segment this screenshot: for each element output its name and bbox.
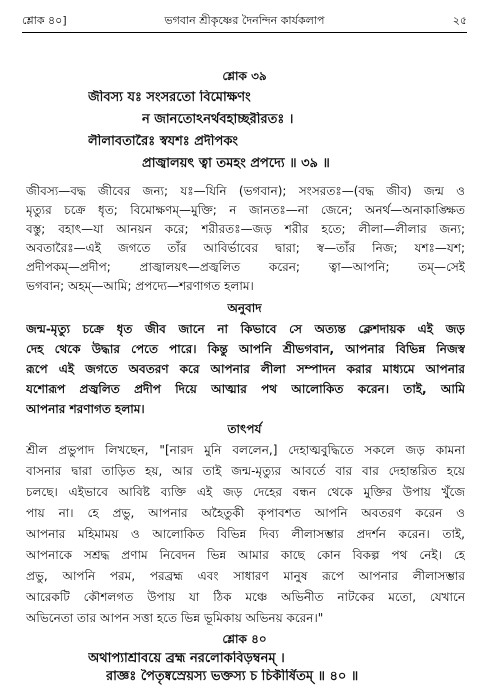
purport-line-9: অভিনেতা তার আপন সত্তা হতে ভিন্ন ভূমিকায় অভিনয় করেন।" [26, 611, 324, 625]
verse-39-line-2: ন জানতোঽনর্থবহাচ্ছরীরতঃ । [142, 112, 294, 127]
purport-line-3: চলছে। এইভাবে আবিষ্ট ব্যক্তি এই জড় দেহের বন্ধন থেকে মুক্তির উপায় খুঁজে [26, 485, 465, 499]
synonyms-line-2: মৃত্যুর চক্রে ধৃত; বিমোক্ষণম্—মুক্তি; ন জানতঃ—না জেনে; অনর্থ—অনাকাঙ্ক্ষিত [26, 203, 465, 217]
synonyms-line-4: অবতারৈঃ—এই জগতে তাঁর আবির্ভাবের দ্বারা; স্ব—তাঁর নিজ; যশঃ—যশ; [26, 241, 465, 255]
purport-line-1: শ্রীল প্রভুপাদ লিখছেন, "[নারদ মুনি বললেন,] দেহাত্মবুদ্ধিতে সকলে জড় কামনা [26, 443, 465, 457]
synonyms-line-3: বস্তু; বহাৎ—যা আনয়ন করে; শরীরতঃ—জড় শরীর হতে; লীলা—লীলার জন্য; [26, 222, 465, 236]
verse-39-number: শ্লোক ৩৯ [222, 69, 267, 83]
header-verse-ref: শ্লোক ৪০] [22, 14, 67, 27]
translation-heading: অনুবাদ [227, 301, 262, 315]
translation-line-2: দেহ থেকে উদ্ধার পেতে পারে। কিন্তু আপনি শ্রীভগবান, আপনার বিভিন্ন নিজস্ব [26, 342, 465, 356]
running-header [22, 12, 467, 30]
synonyms-line-6: ভগবান; অহম্—আমি; প্রপদ্যে—শরণাগত হলাম। [26, 279, 254, 293]
synonyms-line-1: জীবস্য—বদ্ধ জীবের জন্য; যঃ—যিনি (ভগবান); সংসরতঃ—(বদ্ধ জীব) জন্ম ও [26, 184, 465, 198]
header-chapter-title: ভগবান শ্রীকৃষ্ণের দৈনন্দিন কার্যকলাপ [164, 14, 325, 27]
verse-39-line-3: লীলাবতারৈঃ স্বযশঃ প্রদীপকং [88, 134, 239, 149]
purport-line-7: প্রভু, আপনি পরম, পরব্রহ্ম এবং সাধারণ মানুষ রূপে আপনার লীলাসম্ভার [26, 569, 465, 583]
verse-40-line-2: রাজ্ঞঃ পৈতৃষ্বস্রেয়স্য ভক্তস্য চ চিকীর্ষিতম্ ॥ ৪০ ॥ [106, 669, 359, 684]
translation-line-5: আপনার শরণাগত হলাম। [26, 402, 145, 416]
translation-line-3: রূপে এই জগতে অবতরণ করে আপনার লীলা সম্পাদন করার মাধ্যমে আপনার [26, 362, 465, 376]
translation-line-1: জন্ম-মৃত্যু চক্রে ধৃত জীব জানে না কিভাবে সে অত্যন্ত ক্লেশদায়ক এই জড় [26, 322, 465, 336]
purport-line-6: আপনাকে সশ্রদ্ধ প্রণাম নিবেদন ভিন্ন আমার কাছে কোন বিকল্প পথ নেই। হে [26, 548, 465, 562]
verse-39-line-1: জীবস্য যঃ সংসরতো বিমোক্ষণং [88, 90, 251, 105]
purport-line-4: পায় না। হে প্রভু, আপনার অহৈতুকী কৃপাবশত আপনি অবতরণ করেন ও [26, 506, 465, 520]
synonyms-line-5: প্রদীপকম্—প্রদীপ; প্রাজ্বালয়ৎ—প্রজ্বলিত করেন; ত্বা—আপনি; তম্—সেই [26, 260, 465, 274]
purport-heading: তাৎপর্য [227, 422, 262, 436]
verse-39-line-4: প্রাজ্বালয়ৎ ত্বা তমহং প্রপদ্যে ॥ ৩৯ ॥ [142, 156, 330, 171]
verse-40-line-1: অথাপ্যাশ্রাবয়ে ব্রহ্ম নরলোকবিড়ম্বনম্ । [88, 651, 285, 666]
purport-line-5: আপনার মহিমাময় ও আলোকিত বিভিন্ন দিব্য লীলাসম্ভার প্রদর্শন করেন। তাই, [26, 527, 465, 541]
verse-40-number: শ্লোক ৪০ [222, 632, 267, 646]
purport-line-8: আরেকটি কৌশলগত উপায় যা ঠিক মঞ্চে অভিনীত নাটকের মতো, যেখানে [26, 590, 465, 604]
translation-line-4: যশোরূপ প্রজ্বলিত প্রদীপ দিয়ে আত্মার পথ আলোকিত করেন। তাই, আমি [26, 382, 465, 396]
purport-line-2: বাসনার দ্বারা তাড়িত হয়, আর তাই জন্ম-মৃত্যুর আবর্তে বার বার দেহান্তরিত হয়ে [26, 464, 465, 478]
header-rule [22, 32, 467, 33]
page-number: ২৫ [452, 14, 467, 27]
